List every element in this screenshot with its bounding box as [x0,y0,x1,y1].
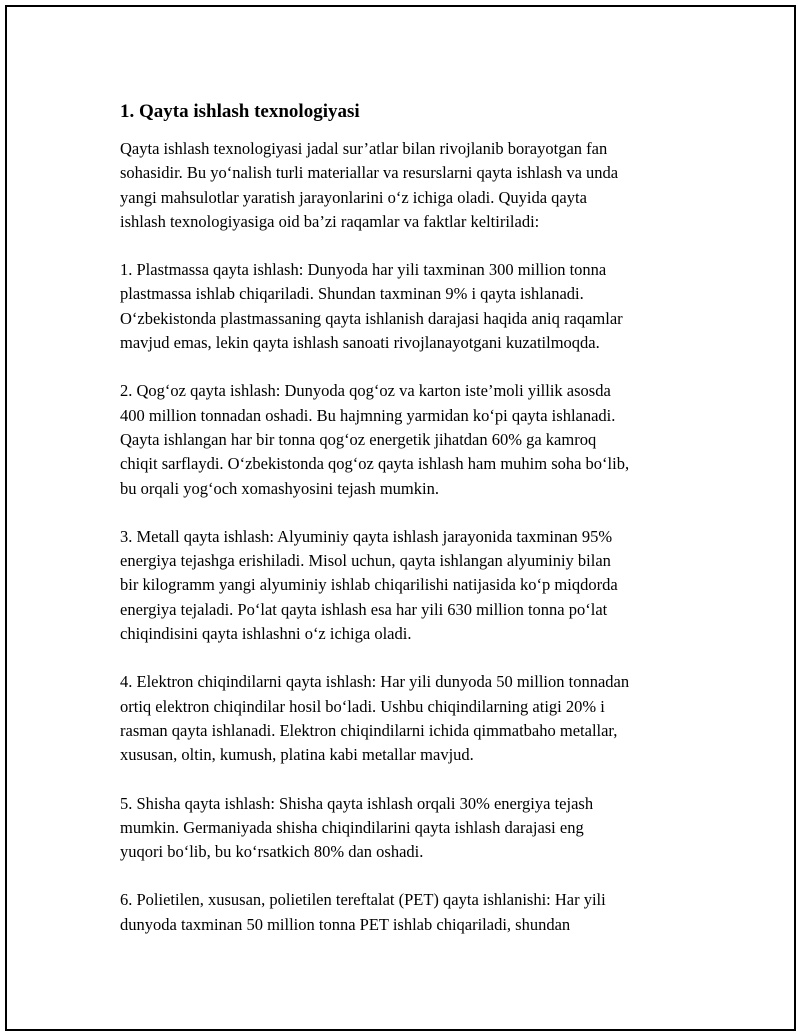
intro-paragraph: Qayta ishlash texnologiyasi jadal sur’atlar bilan rivojlanib borayotgan fan sohasidir. Bu yo‘nalish turli materiallar va resurslarni qayta ishlash va unda yangi mahsulotlar yaratish jarayonlarini o‘z ichiga oladi. Quyida qayta ishlash texnologiyasiga oid ba’zi raqamlar va faktlar keltiriladi: [120,139,619,231]
e-waste-recycling-paragraph: 4. Elektron chiqindilarni qayta ishlash: Har yili dunyoda 50 million tonnadan ortiq elektron chiqindilar hosil bo‘ladi. Ushbu chiqindilarning atigi 20% i rasman qayta ishlanadi. Elektron chiqindilarni ichida qimmatbaho metallar, xususan, oltin, kumush, platina kabi metallar mavjud. [120,672,630,765]
metal-recycling-paragraph: 3. Metall qayta ishlash: Alyuminiy qayta ishlash jarayonida taxminan 95% energiya tejashga erishiladi. Misol uchun, qayta ishlangan alyuminiy bilan bir kilogramm yangi alyuminiy ishlab chiqarilishi natijasida ko‘p miqdorda energiya tejaladi. Po‘lat qayta ishlash esa har yili 630 million tonna po‘lat chiqindisini qayta ishlashni o‘z ichiga oladi. [120,526,618,644]
section-heading: 1. Qayta ishlash texnologiyasi [120,101,360,122]
pet-recycling-paragraph: 6. Polietilen, xususan, polietilen tereftalat (PET) qayta ishlanishi: Har yili dunyoda taxminan 50 million tonna PET ishlab chiqariladi, shundan [120,890,606,934]
page-frame [5,5,796,1031]
plastic-recycling-paragraph: 1. Plastmassa qayta ishlash: Dunyoda har yili taxminan 300 million tonna plastmassa ishlab chiqariladi. Shundan taxminan 9% i qayta ishlanadi. O‘zbekistonda plastmassaning qayta ishlanish darajasi haqida aniq raqamlar mavjud emas, lekin qayta ishlash sanoati rivojlanayotgani kuzatilmoqda. [120,260,623,353]
document-body [120,99,710,961]
paper-recycling-paragraph: 2. Qog‘oz qayta ishlash: Dunyoda qog‘oz va karton iste’moli yillik asosda 400 million tonnadan oshadi. Bu hajmning yarmidan ko‘pi qayta ishlanadi. Qayta ishlangan har bir tonna qog‘oz energetik jihatdan 60% ga kamroq chiqit sarflaydi. O‘zbekistonda qog‘oz qayta ishlash ham muhim soha bo‘lib, bu orqali yog‘och xomashyosini tejash mumkin. [120,381,630,498]
glass-recycling-paragraph: 5. Shisha qayta ishlash: Shisha qayta ishlash orqali 30% energiya tejash mumkin. Germaniyada shisha chiqindilarini qayta ishlash darajasi eng yuqori bo‘lib, bu ko‘rsatkich 80% dan oshadi. [120,793,594,862]
